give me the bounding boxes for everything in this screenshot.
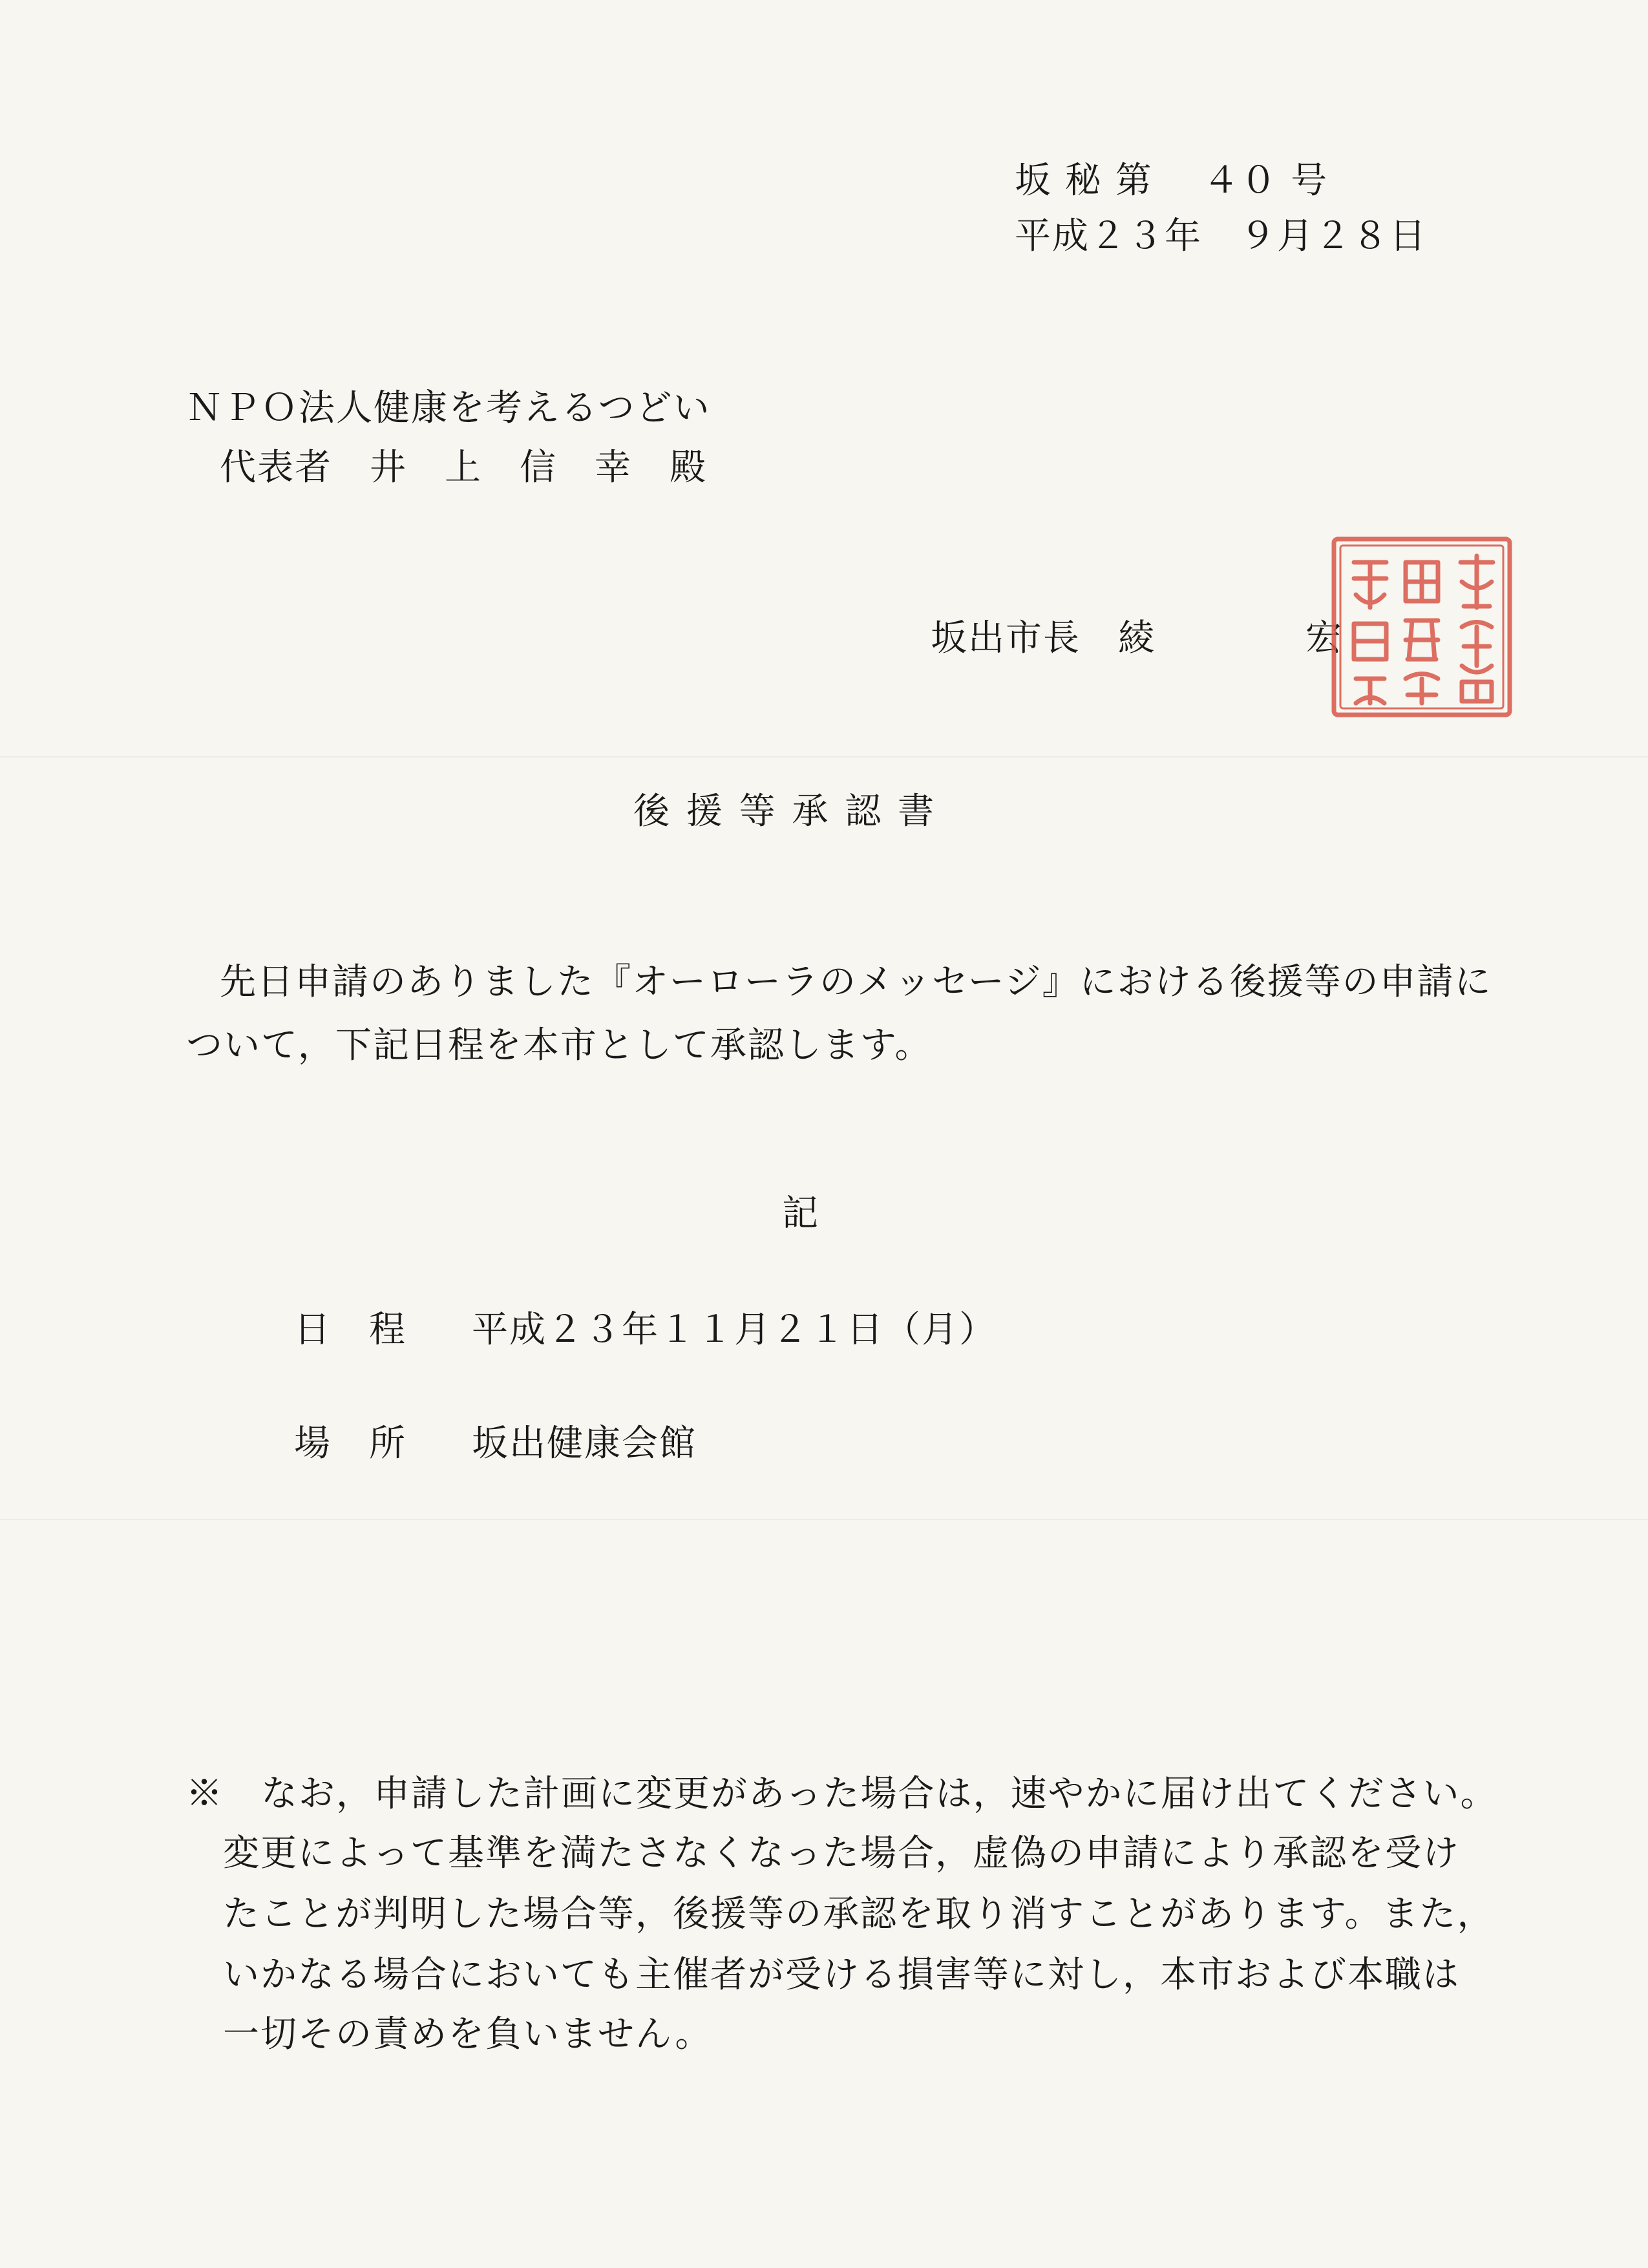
note-text-line: いかなる場合においても主催者が受ける損害等に対し，本市および本職は	[223, 1954, 1460, 1996]
document-title: 後 援 等 承 認 書	[633, 790, 937, 832]
recipient-organization: ＮＰＯ法人健康を考えるつどい	[186, 387, 711, 429]
venue-value: 坂出健康会館	[472, 1423, 697, 1465]
venue-label: 場 所	[294, 1423, 407, 1465]
schedule-value: 平成２３年１１月２１日（月）	[472, 1309, 997, 1351]
note-text-line: 一切その責めを負いません。	[223, 2013, 713, 2055]
sender-name: 坂出市長 綾 宏	[931, 617, 1343, 659]
schedule-label: 日 程	[294, 1309, 407, 1351]
document-date: 平成２３年 ９月２８日	[1015, 215, 1427, 257]
ki-heading: 記	[782, 1192, 819, 1235]
paper-fold-line	[0, 756, 1648, 758]
note-text-line: ※ なお，申請した計画に変更があった場合は，速やかに届け出てください。	[186, 1773, 1498, 1815]
official-seal-icon	[1325, 530, 1519, 724]
paper-fold-line	[0, 1519, 1648, 1520]
body-text-line: ついて，下記日程を本市として承認します。	[186, 1024, 933, 1066]
note-text-line: 変更によって基準を満たさなくなった場合，虚偽の申請により承認を受け	[223, 1832, 1460, 1874]
document-number: 坂 秘 第 ４０ 号	[1015, 160, 1329, 202]
note-text-line: たことが判明した場合等，後援等の承認を取り消すことがあります。また，	[223, 1893, 1495, 1935]
recipient-name: 代表者 井 上 信 幸 殿	[220, 447, 707, 489]
body-text-line: 先日申請のありました『オーローラのメッセージ』における後援等の申請に	[220, 961, 1492, 1003]
